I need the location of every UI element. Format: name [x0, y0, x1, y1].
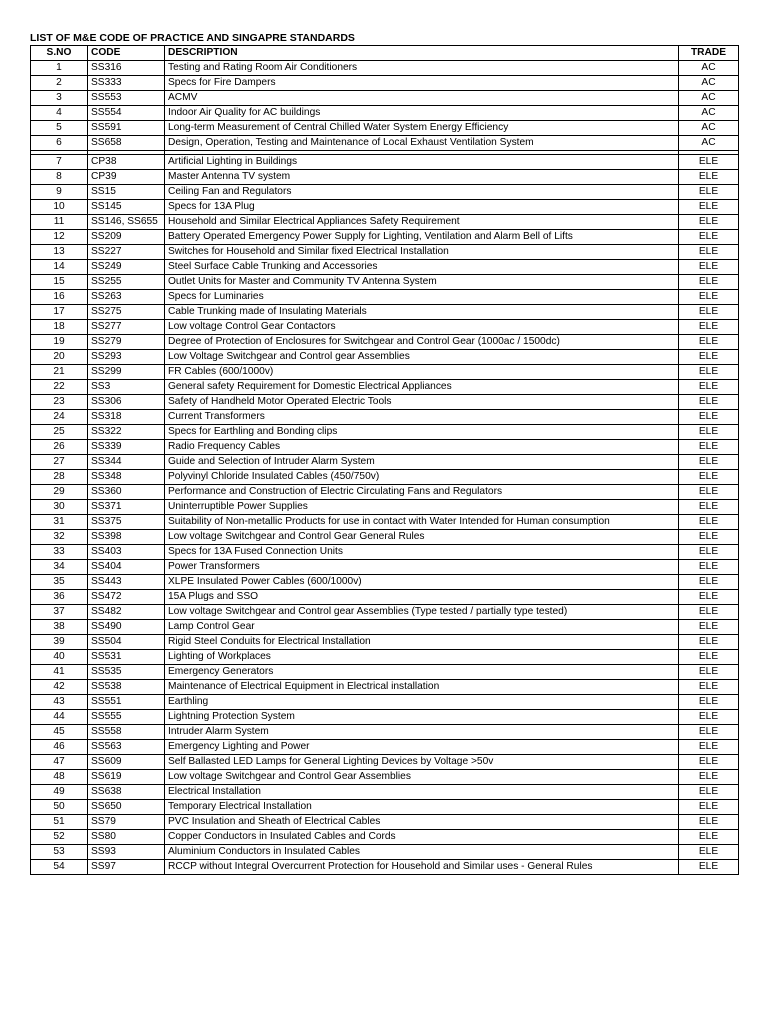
cell-description: Performance and Construction of Electric Circulating Fans and Regulators	[165, 485, 679, 500]
cell-sno: 22	[31, 380, 88, 395]
cell-code: SS348	[88, 470, 165, 485]
cell-sno: 20	[31, 350, 88, 365]
table-row	[31, 500, 739, 515]
cell-code: SS299	[88, 365, 165, 380]
cell-trade: ELE	[679, 290, 739, 305]
cell-code: SS558	[88, 725, 165, 740]
table-row	[31, 61, 739, 76]
cell-sno: 35	[31, 575, 88, 590]
cell-trade: ELE	[679, 545, 739, 560]
cell-description: Guide and Selection of Intruder Alarm System	[165, 455, 679, 470]
table-row	[31, 635, 739, 650]
table-row	[31, 650, 739, 665]
cell-description: Specs for Luminaries	[165, 290, 679, 305]
cell-sno: 29	[31, 485, 88, 500]
table-row	[31, 440, 739, 455]
cell-trade: ELE	[679, 200, 739, 215]
cell-trade: ELE	[679, 260, 739, 275]
cell-description: Low voltage Switchgear and Control Gear Assemblies	[165, 770, 679, 785]
cell-sno: 17	[31, 305, 88, 320]
cell-trade: AC	[679, 61, 739, 76]
cell-sno: 30	[31, 500, 88, 515]
cell-description: RCCP without Integral Overcurrent Protection for Household and Similar uses - General Rules	[165, 860, 679, 875]
table-body	[31, 61, 739, 875]
cell-code: SS504	[88, 635, 165, 650]
table-row	[31, 590, 739, 605]
cell-code: SS443	[88, 575, 165, 590]
cell-description: Lightning Protection System	[165, 710, 679, 725]
cell-code: SS619	[88, 770, 165, 785]
document	[30, 31, 738, 875]
cell-sno: 32	[31, 530, 88, 545]
cell-sno: 23	[31, 395, 88, 410]
cell-trade: AC	[679, 121, 739, 136]
cell-code: SS339	[88, 440, 165, 455]
header-sno: S.NO	[31, 46, 88, 61]
cell-trade: ELE	[679, 740, 739, 755]
cell-description: Copper Conductors in Insulated Cables and Cords	[165, 830, 679, 845]
cell-description: Suitability of Non-metallic Products for use in contact with Water Intended for Human consumption	[165, 515, 679, 530]
cell-description: Specs for Fire Dampers	[165, 76, 679, 91]
cell-code: SS555	[88, 710, 165, 725]
cell-code: SS551	[88, 695, 165, 710]
cell-trade: ELE	[679, 665, 739, 680]
cell-description: Long-term Measurement of Central Chilled Water System Energy Efficiency	[165, 121, 679, 136]
cell-code: SS482	[88, 605, 165, 620]
cell-trade: ELE	[679, 155, 739, 170]
table-row	[31, 845, 739, 860]
cell-code: SS279	[88, 335, 165, 350]
cell-description: Current Transformers	[165, 410, 679, 425]
cell-description: Emergency Generators	[165, 665, 679, 680]
cell-description: PVC Insulation and Sheath of Electrical Cables	[165, 815, 679, 830]
cell-code: SS490	[88, 620, 165, 635]
cell-description: XLPE Insulated Power Cables (600/1000v)	[165, 575, 679, 590]
cell-description: Specs for 13A Plug	[165, 200, 679, 215]
cell-code: SS293	[88, 350, 165, 365]
cell-code: SS275	[88, 305, 165, 320]
cell-description: Temporary Electrical Installation	[165, 800, 679, 815]
cell-description: Emergency Lighting and Power	[165, 740, 679, 755]
table-row	[31, 470, 739, 485]
cell-description: Low voltage Control Gear Contactors	[165, 320, 679, 335]
cell-trade: ELE	[679, 575, 739, 590]
table-row	[31, 275, 739, 290]
cell-trade: ELE	[679, 785, 739, 800]
table-row	[31, 395, 739, 410]
cell-sno: 14	[31, 260, 88, 275]
cell-description: Specs for 13A Fused Connection Units	[165, 545, 679, 560]
table-row	[31, 215, 739, 230]
table-row	[31, 530, 739, 545]
cell-description: Switches for Household and Similar fixed Electrical Installation	[165, 245, 679, 260]
cell-sno: 53	[31, 845, 88, 860]
cell-code: SS344	[88, 455, 165, 470]
table-row	[31, 185, 739, 200]
header-code: CODE	[88, 46, 165, 61]
cell-code: SS318	[88, 410, 165, 425]
cell-sno: 42	[31, 680, 88, 695]
cell-description: Master Antenna TV system	[165, 170, 679, 185]
cell-trade: ELE	[679, 455, 739, 470]
cell-trade: ELE	[679, 320, 739, 335]
cell-sno: 21	[31, 365, 88, 380]
cell-sno: 41	[31, 665, 88, 680]
cell-sno: 8	[31, 170, 88, 185]
cell-trade: ELE	[679, 500, 739, 515]
table-row	[31, 710, 739, 725]
header-trade: TRADE	[679, 46, 739, 61]
cell-trade: ELE	[679, 770, 739, 785]
cell-trade: ELE	[679, 440, 739, 455]
cell-trade: ELE	[679, 530, 739, 545]
cell-description: FR Cables (600/1000v)	[165, 365, 679, 380]
table-row	[31, 575, 739, 590]
cell-trade: ELE	[679, 605, 739, 620]
cell-sno: 43	[31, 695, 88, 710]
cell-description: Safety of Handheld Motor Operated Electric Tools	[165, 395, 679, 410]
cell-code: SS535	[88, 665, 165, 680]
cell-description: Outlet Units for Master and Community TV Antenna System	[165, 275, 679, 290]
cell-sno: 5	[31, 121, 88, 136]
cell-sno: 1	[31, 61, 88, 76]
cell-sno: 11	[31, 215, 88, 230]
table-row	[31, 410, 739, 425]
cell-trade: AC	[679, 136, 739, 151]
cell-trade: ELE	[679, 695, 739, 710]
cell-sno: 26	[31, 440, 88, 455]
cell-code: CP38	[88, 155, 165, 170]
cell-code: SS97	[88, 860, 165, 875]
cell-sno: 10	[31, 200, 88, 215]
cell-trade: ELE	[679, 845, 739, 860]
cell-code: SS227	[88, 245, 165, 260]
table-row	[31, 425, 739, 440]
cell-trade: ELE	[679, 185, 739, 200]
cell-code: SS371	[88, 500, 165, 515]
cell-code: SS609	[88, 755, 165, 770]
cell-code: SS404	[88, 560, 165, 575]
cell-sno: 2	[31, 76, 88, 91]
cell-description: Intruder Alarm System	[165, 725, 679, 740]
table-row	[31, 545, 739, 560]
cell-sno: 28	[31, 470, 88, 485]
table-row	[31, 230, 739, 245]
cell-sno: 12	[31, 230, 88, 245]
cell-sno: 38	[31, 620, 88, 635]
cell-description: Rigid Steel Conduits for Electrical Installation	[165, 635, 679, 650]
cell-code: SS398	[88, 530, 165, 545]
cell-code: SS563	[88, 740, 165, 755]
table-row	[31, 725, 739, 740]
table-row	[31, 515, 739, 530]
table-row	[31, 680, 739, 695]
cell-description: Artificial Lighting in Buildings	[165, 155, 679, 170]
cell-trade: AC	[679, 91, 739, 106]
table-row	[31, 695, 739, 710]
cell-trade: ELE	[679, 425, 739, 440]
table-row	[31, 260, 739, 275]
table-row	[31, 665, 739, 680]
cell-description: Household and Similar Electrical Appliances Safety Requirement	[165, 215, 679, 230]
cell-trade: ELE	[679, 710, 739, 725]
cell-sno: 18	[31, 320, 88, 335]
cell-code: SS15	[88, 185, 165, 200]
cell-sno: 49	[31, 785, 88, 800]
cell-trade: ELE	[679, 800, 739, 815]
cell-trade: ELE	[679, 590, 739, 605]
table-row	[31, 770, 739, 785]
cell-sno: 9	[31, 185, 88, 200]
cell-description: Battery Operated Emergency Power Supply for Lighting, Ventilation and Alarm Bell of Lifts	[165, 230, 679, 245]
cell-sno: 24	[31, 410, 88, 425]
cell-trade: ELE	[679, 755, 739, 770]
cell-trade: ELE	[679, 635, 739, 650]
cell-code: SS658	[88, 136, 165, 151]
cell-description: Electrical Installation	[165, 785, 679, 800]
table-row	[31, 380, 739, 395]
cell-description: Lamp Control Gear	[165, 620, 679, 635]
table-row	[31, 305, 739, 320]
table-row	[31, 740, 739, 755]
cell-description: Cable Trunking made of Insulating Materials	[165, 305, 679, 320]
cell-sno: 44	[31, 710, 88, 725]
cell-trade: ELE	[679, 815, 739, 830]
cell-code: SS255	[88, 275, 165, 290]
cell-sno: 6	[31, 136, 88, 151]
cell-trade: ELE	[679, 470, 739, 485]
cell-sno: 36	[31, 590, 88, 605]
cell-description: General safety Requirement for Domestic Electrical Appliances	[165, 380, 679, 395]
table-header-row	[31, 46, 739, 61]
table-row	[31, 335, 739, 350]
cell-sno: 7	[31, 155, 88, 170]
cell-description: Uninterruptible Power Supplies	[165, 500, 679, 515]
cell-description: Earthling	[165, 695, 679, 710]
table-row	[31, 170, 739, 185]
cell-code: SS360	[88, 485, 165, 500]
cell-sno: 40	[31, 650, 88, 665]
cell-trade: ELE	[679, 830, 739, 845]
table-row	[31, 245, 739, 260]
table-row	[31, 290, 739, 305]
cell-sno: 3	[31, 91, 88, 106]
table-row	[31, 455, 739, 470]
cell-code: SS403	[88, 545, 165, 560]
cell-trade: ELE	[679, 230, 739, 245]
cell-description: Ceiling Fan and Regulators	[165, 185, 679, 200]
table-row	[31, 485, 739, 500]
table-row	[31, 121, 739, 136]
cell-description: Testing and Rating Room Air Conditioners	[165, 61, 679, 76]
cell-code: SS553	[88, 91, 165, 106]
cell-sno: 54	[31, 860, 88, 875]
cell-description: Polyvinyl Chloride Insulated Cables (450/750v)	[165, 470, 679, 485]
table-row	[31, 365, 739, 380]
table-row	[31, 136, 739, 151]
cell-code: SS322	[88, 425, 165, 440]
cell-code: SS93	[88, 845, 165, 860]
cell-description: Indoor Air Quality for AC buildings	[165, 106, 679, 121]
table-row	[31, 830, 739, 845]
cell-description: Steel Surface Cable Trunking and Accessories	[165, 260, 679, 275]
cell-sno: 27	[31, 455, 88, 470]
cell-sno: 15	[31, 275, 88, 290]
cell-trade: ELE	[679, 170, 739, 185]
cell-sno: 48	[31, 770, 88, 785]
cell-trade: ELE	[679, 275, 739, 290]
cell-sno: 13	[31, 245, 88, 260]
cell-trade: ELE	[679, 560, 739, 575]
cell-code: SS3	[88, 380, 165, 395]
cell-code: SS209	[88, 230, 165, 245]
header-description: DESCRIPTION	[165, 46, 679, 61]
cell-description: Maintenance of Electrical Equipment in Electrical installation	[165, 680, 679, 695]
cell-trade: ELE	[679, 410, 739, 425]
cell-description: Power Transformers	[165, 560, 679, 575]
table-row	[31, 785, 739, 800]
cell-code: SS554	[88, 106, 165, 121]
table-row	[31, 155, 739, 170]
cell-code: SS80	[88, 830, 165, 845]
table-row	[31, 106, 739, 121]
table-row	[31, 91, 739, 106]
cell-trade: ELE	[679, 725, 739, 740]
cell-description: Self Ballasted LED Lamps for General Lighting Devices by Voltage >50v	[165, 755, 679, 770]
cell-trade: ELE	[679, 365, 739, 380]
cell-trade: AC	[679, 106, 739, 121]
cell-trade: ELE	[679, 305, 739, 320]
cell-sno: 50	[31, 800, 88, 815]
cell-sno: 45	[31, 725, 88, 740]
cell-trade: ELE	[679, 350, 739, 365]
cell-sno: 25	[31, 425, 88, 440]
cell-trade: ELE	[679, 245, 739, 260]
table-row	[31, 815, 739, 830]
cell-code: SS472	[88, 590, 165, 605]
cell-description: Design, Operation, Testing and Maintenance of Local Exhaust Ventilation System	[165, 136, 679, 151]
cell-code: SS333	[88, 76, 165, 91]
cell-sno: 46	[31, 740, 88, 755]
cell-trade: ELE	[679, 860, 739, 875]
cell-code: SS638	[88, 785, 165, 800]
cell-code: SS306	[88, 395, 165, 410]
cell-code: CP39	[88, 170, 165, 185]
cell-description: Specs for Earthling and Bonding clips	[165, 425, 679, 440]
cell-trade: ELE	[679, 485, 739, 500]
cell-sno: 51	[31, 815, 88, 830]
table-row	[31, 620, 739, 635]
cell-description: Radio Frequency Cables	[165, 440, 679, 455]
cell-sno: 47	[31, 755, 88, 770]
cell-sno: 4	[31, 106, 88, 121]
cell-code: SS591	[88, 121, 165, 136]
cell-sno: 39	[31, 635, 88, 650]
cell-trade: AC	[679, 76, 739, 91]
cell-code: SS277	[88, 320, 165, 335]
cell-sno: 52	[31, 830, 88, 845]
cell-trade: ELE	[679, 215, 739, 230]
cell-description: ACMV	[165, 91, 679, 106]
table-row	[31, 605, 739, 620]
cell-code: SS650	[88, 800, 165, 815]
table-row	[31, 800, 739, 815]
cell-code: SS316	[88, 61, 165, 76]
cell-description: Degree of Protection of Enclosures for Switchgear and Control Gear (1000ac / 1500dc)	[165, 335, 679, 350]
table-row	[31, 560, 739, 575]
cell-trade: ELE	[679, 335, 739, 350]
cell-sno: 34	[31, 560, 88, 575]
cell-description: Low voltage Switchgear and Control Gear General Rules	[165, 530, 679, 545]
cell-code: SS145	[88, 200, 165, 215]
cell-description: 15A Plugs and SSO	[165, 590, 679, 605]
cell-code: SS375	[88, 515, 165, 530]
cell-trade: ELE	[679, 620, 739, 635]
cell-sno: 31	[31, 515, 88, 530]
cell-sno: 16	[31, 290, 88, 305]
cell-trade: ELE	[679, 395, 739, 410]
standards-table	[30, 45, 739, 875]
cell-description: Lighting of Workplaces	[165, 650, 679, 665]
document-title: LIST OF M&E CODE OF PRACTICE AND SINGAPRE STANDARDS	[30, 32, 355, 44]
cell-code: SS538	[88, 680, 165, 695]
cell-trade: ELE	[679, 515, 739, 530]
cell-code: SS249	[88, 260, 165, 275]
cell-description: Low voltage Switchgear and Control gear Assemblies (Type tested / partially type tested)	[165, 605, 679, 620]
table-row	[31, 200, 739, 215]
table-row	[31, 860, 739, 875]
cell-code: SS146, SS655	[88, 215, 165, 230]
table-row	[31, 320, 739, 335]
cell-sno: 33	[31, 545, 88, 560]
cell-description: Low Voltage Switchgear and Control gear Assemblies	[165, 350, 679, 365]
cell-code: SS531	[88, 650, 165, 665]
table-row	[31, 350, 739, 365]
cell-trade: ELE	[679, 650, 739, 665]
cell-code: SS263	[88, 290, 165, 305]
cell-code: SS79	[88, 815, 165, 830]
cell-trade: ELE	[679, 380, 739, 395]
cell-sno: 19	[31, 335, 88, 350]
cell-trade: ELE	[679, 680, 739, 695]
table-row	[31, 76, 739, 91]
cell-description: Aluminium Conductors in Insulated Cables	[165, 845, 679, 860]
cell-sno: 37	[31, 605, 88, 620]
table-row	[31, 755, 739, 770]
